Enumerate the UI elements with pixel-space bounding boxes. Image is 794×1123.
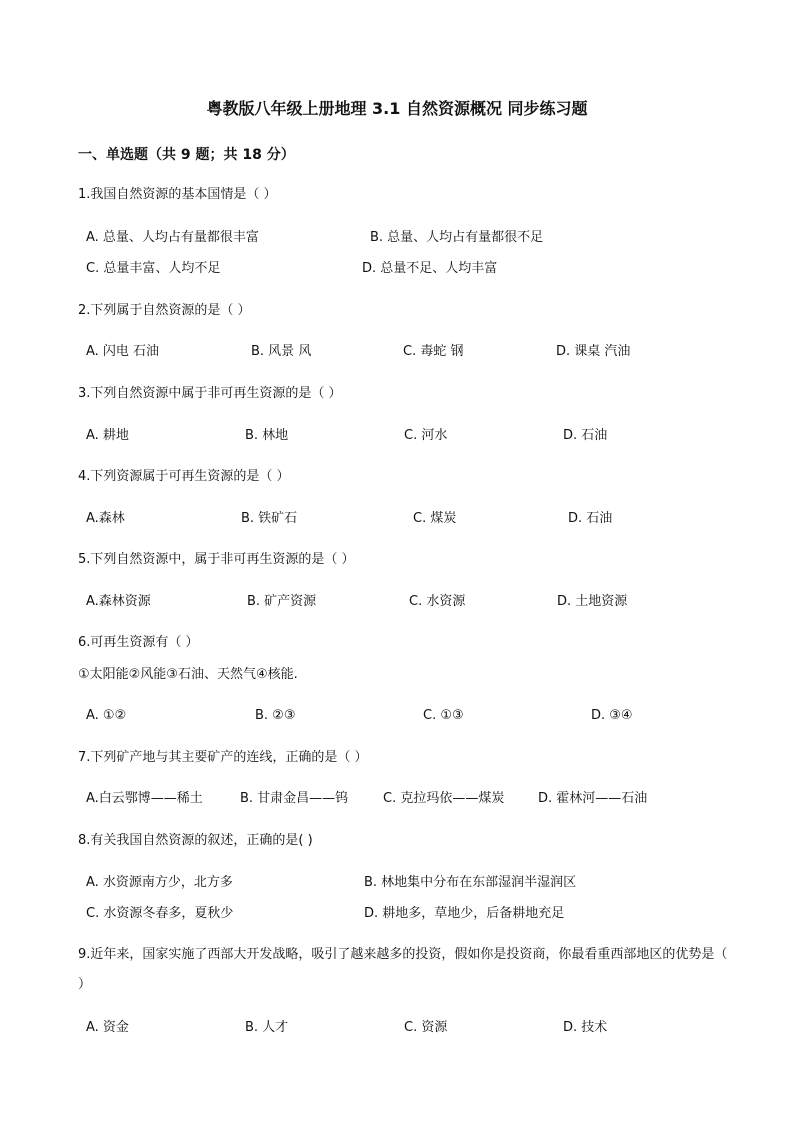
question-1-option-b: B. 总量、人均占有量都很不足 bbox=[370, 230, 544, 245]
question-8-option-a: A. 水资源南方少，北方多 bbox=[86, 875, 233, 890]
question-7-option-a: A.白云鄂博——稀土 bbox=[86, 791, 203, 806]
question-4-option-d: D. 石油 bbox=[568, 511, 613, 526]
question-9-option-a: A. 资金 bbox=[86, 1020, 129, 1035]
question-1-option-a: A. 总量、人均占有量都很丰富 bbox=[86, 230, 259, 245]
question-7-stem: 7.下列矿产地与其主要矿产的连线，正确的是（ ） bbox=[78, 750, 368, 765]
question-8-option-b: B. 林地集中分布在东部湿润半湿润区 bbox=[364, 875, 577, 890]
question-8-option-c: C. 水资源冬春多，夏秋少 bbox=[86, 906, 234, 921]
question-6-statement-list: ①太阳能②风能③石油、天然气④核能. bbox=[78, 667, 298, 682]
page-title: 粤教版八年级上册地理 3.1 自然资源概况 同步练习题 bbox=[206, 99, 588, 118]
question-2-option-a: A. 闪电 石油 bbox=[86, 344, 160, 359]
question-7-option-d: D. 霍林河——石油 bbox=[538, 791, 648, 806]
question-5-stem: 5.下列自然资源中，属于非可再生资源的是（ ） bbox=[78, 552, 355, 567]
question-3-option-a: A. 耕地 bbox=[86, 428, 129, 443]
question-2-option-d: D. 课桌 汽油 bbox=[556, 344, 631, 359]
question-4-stem: 4.下列资源属于可再生资源的是（ ） bbox=[78, 469, 290, 484]
section-heading: 一、单选题（共 9 题；共 18 分） bbox=[78, 147, 295, 163]
question-5-option-d: D. 土地资源 bbox=[557, 594, 628, 609]
question-3-option-d: D. 石油 bbox=[563, 428, 608, 443]
question-3-stem: 3.下列自然资源中属于非可再生资源的是（ ） bbox=[78, 386, 342, 401]
question-6-stem: 6.可再生资源有（ ） bbox=[78, 635, 199, 650]
question-7-option-b: B. 甘肃金昌——钨 bbox=[240, 791, 349, 806]
question-2-stem: 2.下列属于自然资源的是（ ） bbox=[78, 303, 251, 318]
question-2-option-b: B. 风景 风 bbox=[251, 344, 312, 359]
question-3-option-c: C. 河水 bbox=[404, 428, 448, 443]
question-8-option-d: D. 耕地多，草地少，后备耕地充足 bbox=[364, 906, 565, 921]
question-9-option-b: B. 人才 bbox=[245, 1020, 289, 1035]
question-1-option-d: D. 总量不足、人均丰富 bbox=[362, 261, 498, 276]
question-4-option-a: A.森林 bbox=[86, 511, 125, 526]
question-7-option-c: C. 克拉玛依——煤炭 bbox=[383, 791, 505, 806]
question-4-option-c: C. 煤炭 bbox=[413, 511, 457, 526]
question-9-option-c: C. 资源 bbox=[404, 1020, 448, 1035]
question-8-stem: 8.有关我国自然资源的叙述，正确的是( ) bbox=[78, 833, 313, 848]
question-5-option-b: B. 矿产资源 bbox=[247, 594, 317, 609]
question-3-option-b: B. 林地 bbox=[245, 428, 289, 443]
question-5-option-a: A.森林资源 bbox=[86, 594, 151, 609]
question-5-option-c: C. 水资源 bbox=[409, 594, 466, 609]
question-6-option-b: B. ②③ bbox=[255, 708, 296, 723]
question-6-option-d: D. ③④ bbox=[591, 708, 633, 723]
question-9-option-d: D. 技术 bbox=[563, 1020, 608, 1035]
question-9-stem: 9.近年来，国家实施了西部大开发战略，吸引了越来越多的投资，假如你是投资商，你最看重西部地区的优势是（ ） bbox=[78, 947, 728, 992]
question-1-stem: 1.我国自然资源的基本国情是（ ） bbox=[78, 187, 277, 202]
question-4-option-b: B. 铁矿石 bbox=[241, 511, 298, 526]
question-1-option-c: C. 总量丰富、人均不足 bbox=[86, 261, 221, 276]
question-2-option-c: C. 毒蛇 钢 bbox=[403, 344, 464, 359]
question-6-option-c: C. ①③ bbox=[423, 708, 464, 723]
question-6-option-a: A. ①② bbox=[86, 708, 127, 723]
